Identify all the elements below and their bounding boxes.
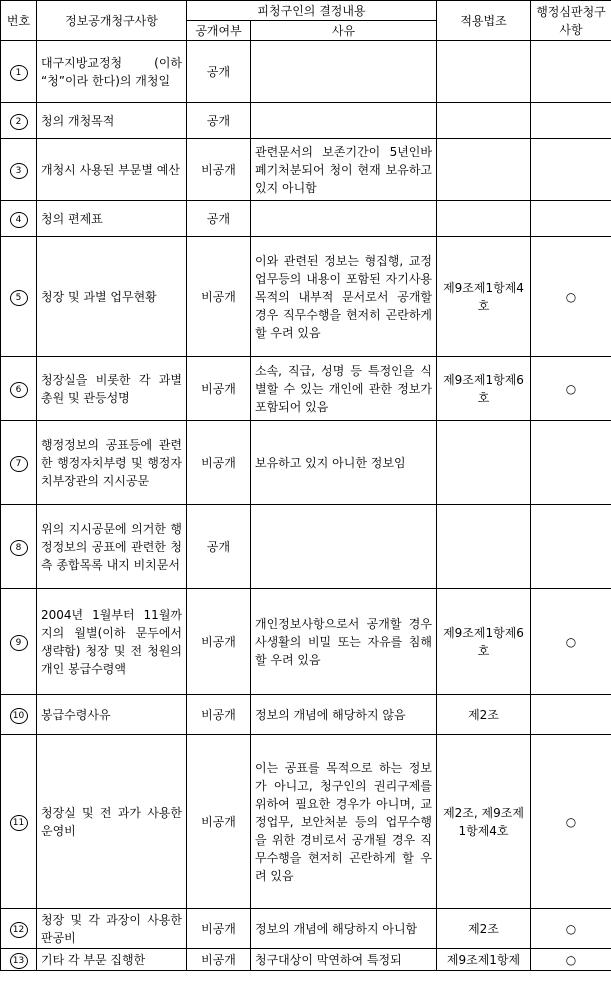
open-status-text: 비공개 [201,162,236,177]
request-cell [37,357,187,421]
row-number [1,237,37,357]
appeal-mark [531,949,611,971]
reason-cell [251,357,437,421]
law-cell-text: 제9조제1항제6호 [443,625,524,658]
law-cell-text: 제9조제1항제6호 [443,372,524,405]
open-status-text: 비공개 [201,455,236,470]
header-law: 적용법조 [437,1,531,41]
row-number [1,735,37,909]
request-cell-text: 청장 및 과별 업무현황 [41,289,157,304]
law-cell [437,41,531,103]
appeal-mark [531,695,611,735]
reason-cell [251,909,437,949]
appeal-mark [531,357,611,421]
reason-cell [251,735,437,909]
request-cell [37,505,187,589]
appeal-mark [531,735,611,909]
request-cell-text: 청의 개청목적 [41,113,115,128]
row-number-badge: 9 [10,635,28,651]
reason-cell-text: 이는 공표를 목적으로 하는 정보가 아니고, 청구인의 권리구제를 위하여 필요한 경우가 아니며, 교정업무, 보안처분 등의 업무수행을 위한 경비로서 공개될 경우 직무수행을 현저히 곤란하게 할 우려 있음 [255,760,432,883]
open-status [187,357,251,421]
law-cell [437,357,531,421]
table-row [1,421,611,505]
reason-cell [251,103,437,139]
law-cell [437,103,531,139]
header-no: 번호 [1,1,37,41]
law-cell [437,237,531,357]
table-row [1,201,611,237]
open-status [187,909,251,949]
reason-cell-text: 정보의 개념에 해당하지 아니함 [255,921,418,936]
row-number [1,695,37,735]
open-status-text: 비공개 [201,381,236,396]
law-cell [437,139,531,201]
row-number-badge: 6 [10,382,28,398]
open-status-text: 비공개 [201,921,236,936]
table-row [1,589,611,695]
open-status [187,735,251,909]
law-cell-text: 제2조 [468,921,499,936]
row-number [1,201,37,237]
table-row [1,357,611,421]
law-cell-text: 제9조제1항제 [446,952,521,967]
law-cell [437,589,531,695]
header-request: 정보공개청구사항 [37,1,187,41]
table-row [1,139,611,201]
request-cell-text: 2004년 1월부터 11월까지의 월별(이하 문두에서 생략함) 청장 및 전 청원의 개인 봉급수령액 [41,607,182,676]
open-status [187,949,251,971]
appeal-mark-text: ○ [565,634,577,649]
table-row [1,735,611,909]
open-status [187,103,251,139]
law-cell [437,421,531,505]
request-cell-text: 봉급수령사유 [41,707,111,722]
table-row [1,909,611,949]
request-cell-text: 청장실을 비롯한 각 과별 총원 및 관등성명 [41,372,182,405]
request-cell-text: 청의 편제표 [41,211,103,226]
request-cell-text: 기타 각 부문 집행한 [41,952,146,967]
request-cell [37,237,187,357]
reason-cell [251,589,437,695]
appeal-mark [531,909,611,949]
appeal-mark [531,103,611,139]
law-cell [437,695,531,735]
appeal-mark [531,421,611,505]
reason-cell [251,505,437,589]
law-cell [437,505,531,589]
law-cell [437,949,531,971]
open-status-text: 공개 [206,113,231,128]
header-open: 공개여부 [187,21,251,41]
open-status-text: 공개 [206,211,231,226]
reason-cell [251,949,437,971]
appeal-mark [531,589,611,695]
table-row [1,695,611,735]
appeal-mark [531,139,611,201]
law-cell [437,201,531,237]
reason-cell-text: 청구대상이 막연하여 특정되 [255,952,402,967]
row-number [1,139,37,201]
request-cell [37,589,187,695]
law-cell-text: 제2조, 제9조제1항제4호 [443,805,524,838]
appeal-mark-text: ○ [565,814,577,829]
request-cell-text: 행정정보의 공표등에 관련한 행정자치부령 및 행정자치부장관의 지시공문 [41,437,182,488]
open-status-text: 비공개 [201,707,236,722]
request-cell [37,139,187,201]
row-number-badge: 5 [10,290,28,306]
request-cell-text: 위의 지시공문에 의거한 행정정보의 공표에 관련한 청측 종합목록 내지 비치문서 [41,521,182,572]
row-number [1,909,37,949]
row-number [1,505,37,589]
appeal-mark [531,201,611,237]
row-number [1,41,37,103]
header-appeal: 행정심판청구사항 [531,1,611,41]
open-status [187,201,251,237]
open-status [187,589,251,695]
row-number [1,357,37,421]
table-row [1,949,611,971]
row-number-badge: 1 [10,65,28,81]
law-cell-text: 제9조제1항제4호 [443,280,524,313]
row-number-badge: 10 [10,708,28,724]
request-cell-text: 개청시 사용된 부문별 예산 [41,162,180,177]
reason-cell-text: 개인정보사항으로서 공개할 경우 사생활의 비밀 또는 자유를 침해할 우려 있음 [255,616,432,667]
request-cell [37,735,187,909]
row-number-badge: 4 [10,212,28,228]
table-row [1,237,611,357]
row-number [1,949,37,971]
appeal-mark-text: ○ [565,921,577,936]
request-cell [37,201,187,237]
open-status-text: 비공개 [201,634,236,649]
reason-cell-text: 소속, 직급, 성명 등 특정인을 식별할 수 있는 개인에 관한 정보가 포함되어 있음 [255,363,432,414]
open-status [187,695,251,735]
request-cell-text: 대구지방교정청 (이하 “청”이라 한다)의 개청일 [41,55,182,88]
law-cell-text: 제2조 [468,707,499,722]
row-number-badge: 3 [10,163,28,179]
reason-cell [251,139,437,201]
request-cell [37,103,187,139]
request-cell-text: 청장실 및 전 과가 사용한 운영비 [41,805,182,838]
row-number-badge: 11 [10,815,28,831]
open-status-text: 비공개 [201,289,236,304]
open-status [187,237,251,357]
open-status-text: 공개 [206,64,231,79]
appeal-mark [531,41,611,103]
open-status [187,41,251,103]
appeal-mark-text: ○ [565,381,577,396]
reason-cell-text: 보유하고 있지 아니한 정보임 [255,455,406,470]
row-number [1,103,37,139]
row-number-badge: 8 [10,540,28,556]
reason-cell [251,41,437,103]
table-row [1,505,611,589]
request-cell [37,41,187,103]
open-status [187,421,251,505]
table-row [1,41,611,103]
open-status-text: 비공개 [201,814,236,829]
request-cell [37,949,187,971]
reason-cell [251,201,437,237]
table-body [1,41,611,971]
request-cell [37,695,187,735]
appeal-mark-text: ○ [565,952,577,967]
row-number [1,589,37,695]
header-decision: 피청구인의 결정내용 [187,1,437,21]
appeal-mark-text: ○ [565,289,577,304]
header-reason: 사유 [251,21,437,41]
reason-cell [251,695,437,735]
request-cell [37,421,187,505]
row-number-badge: 13 [10,953,28,969]
appeal-mark [531,237,611,357]
open-status [187,139,251,201]
reason-cell-text: 관련문서의 보존기간이 5년인바 폐기처분되어 청이 현재 보유하고 있지 아니함 [255,144,432,195]
reason-cell [251,421,437,505]
row-number [1,421,37,505]
table-row [1,103,611,139]
open-status-text: 공개 [206,539,231,554]
reason-cell-text: 정보의 개념에 해당하지 않음 [255,707,406,722]
row-number-badge: 2 [10,114,28,130]
appeal-mark [531,505,611,589]
law-cell [437,735,531,909]
open-status-text: 비공개 [201,952,236,967]
row-number-badge: 12 [10,922,28,938]
open-status [187,505,251,589]
request-cell-text: 청장 및 각 과장이 사용한 판공비 [41,912,182,945]
reason-cell [251,237,437,357]
request-cell [37,909,187,949]
reason-cell-text: 이와 관련된 정보는 형집행, 교정업무등의 내용이 포함된 자기사용 목적의 내부적 문서로서 공개할 경우 직무수행을 현저히 곤란하게 할 우려 있음 [255,253,432,340]
law-cell [437,909,531,949]
row-number-badge: 7 [10,456,28,472]
